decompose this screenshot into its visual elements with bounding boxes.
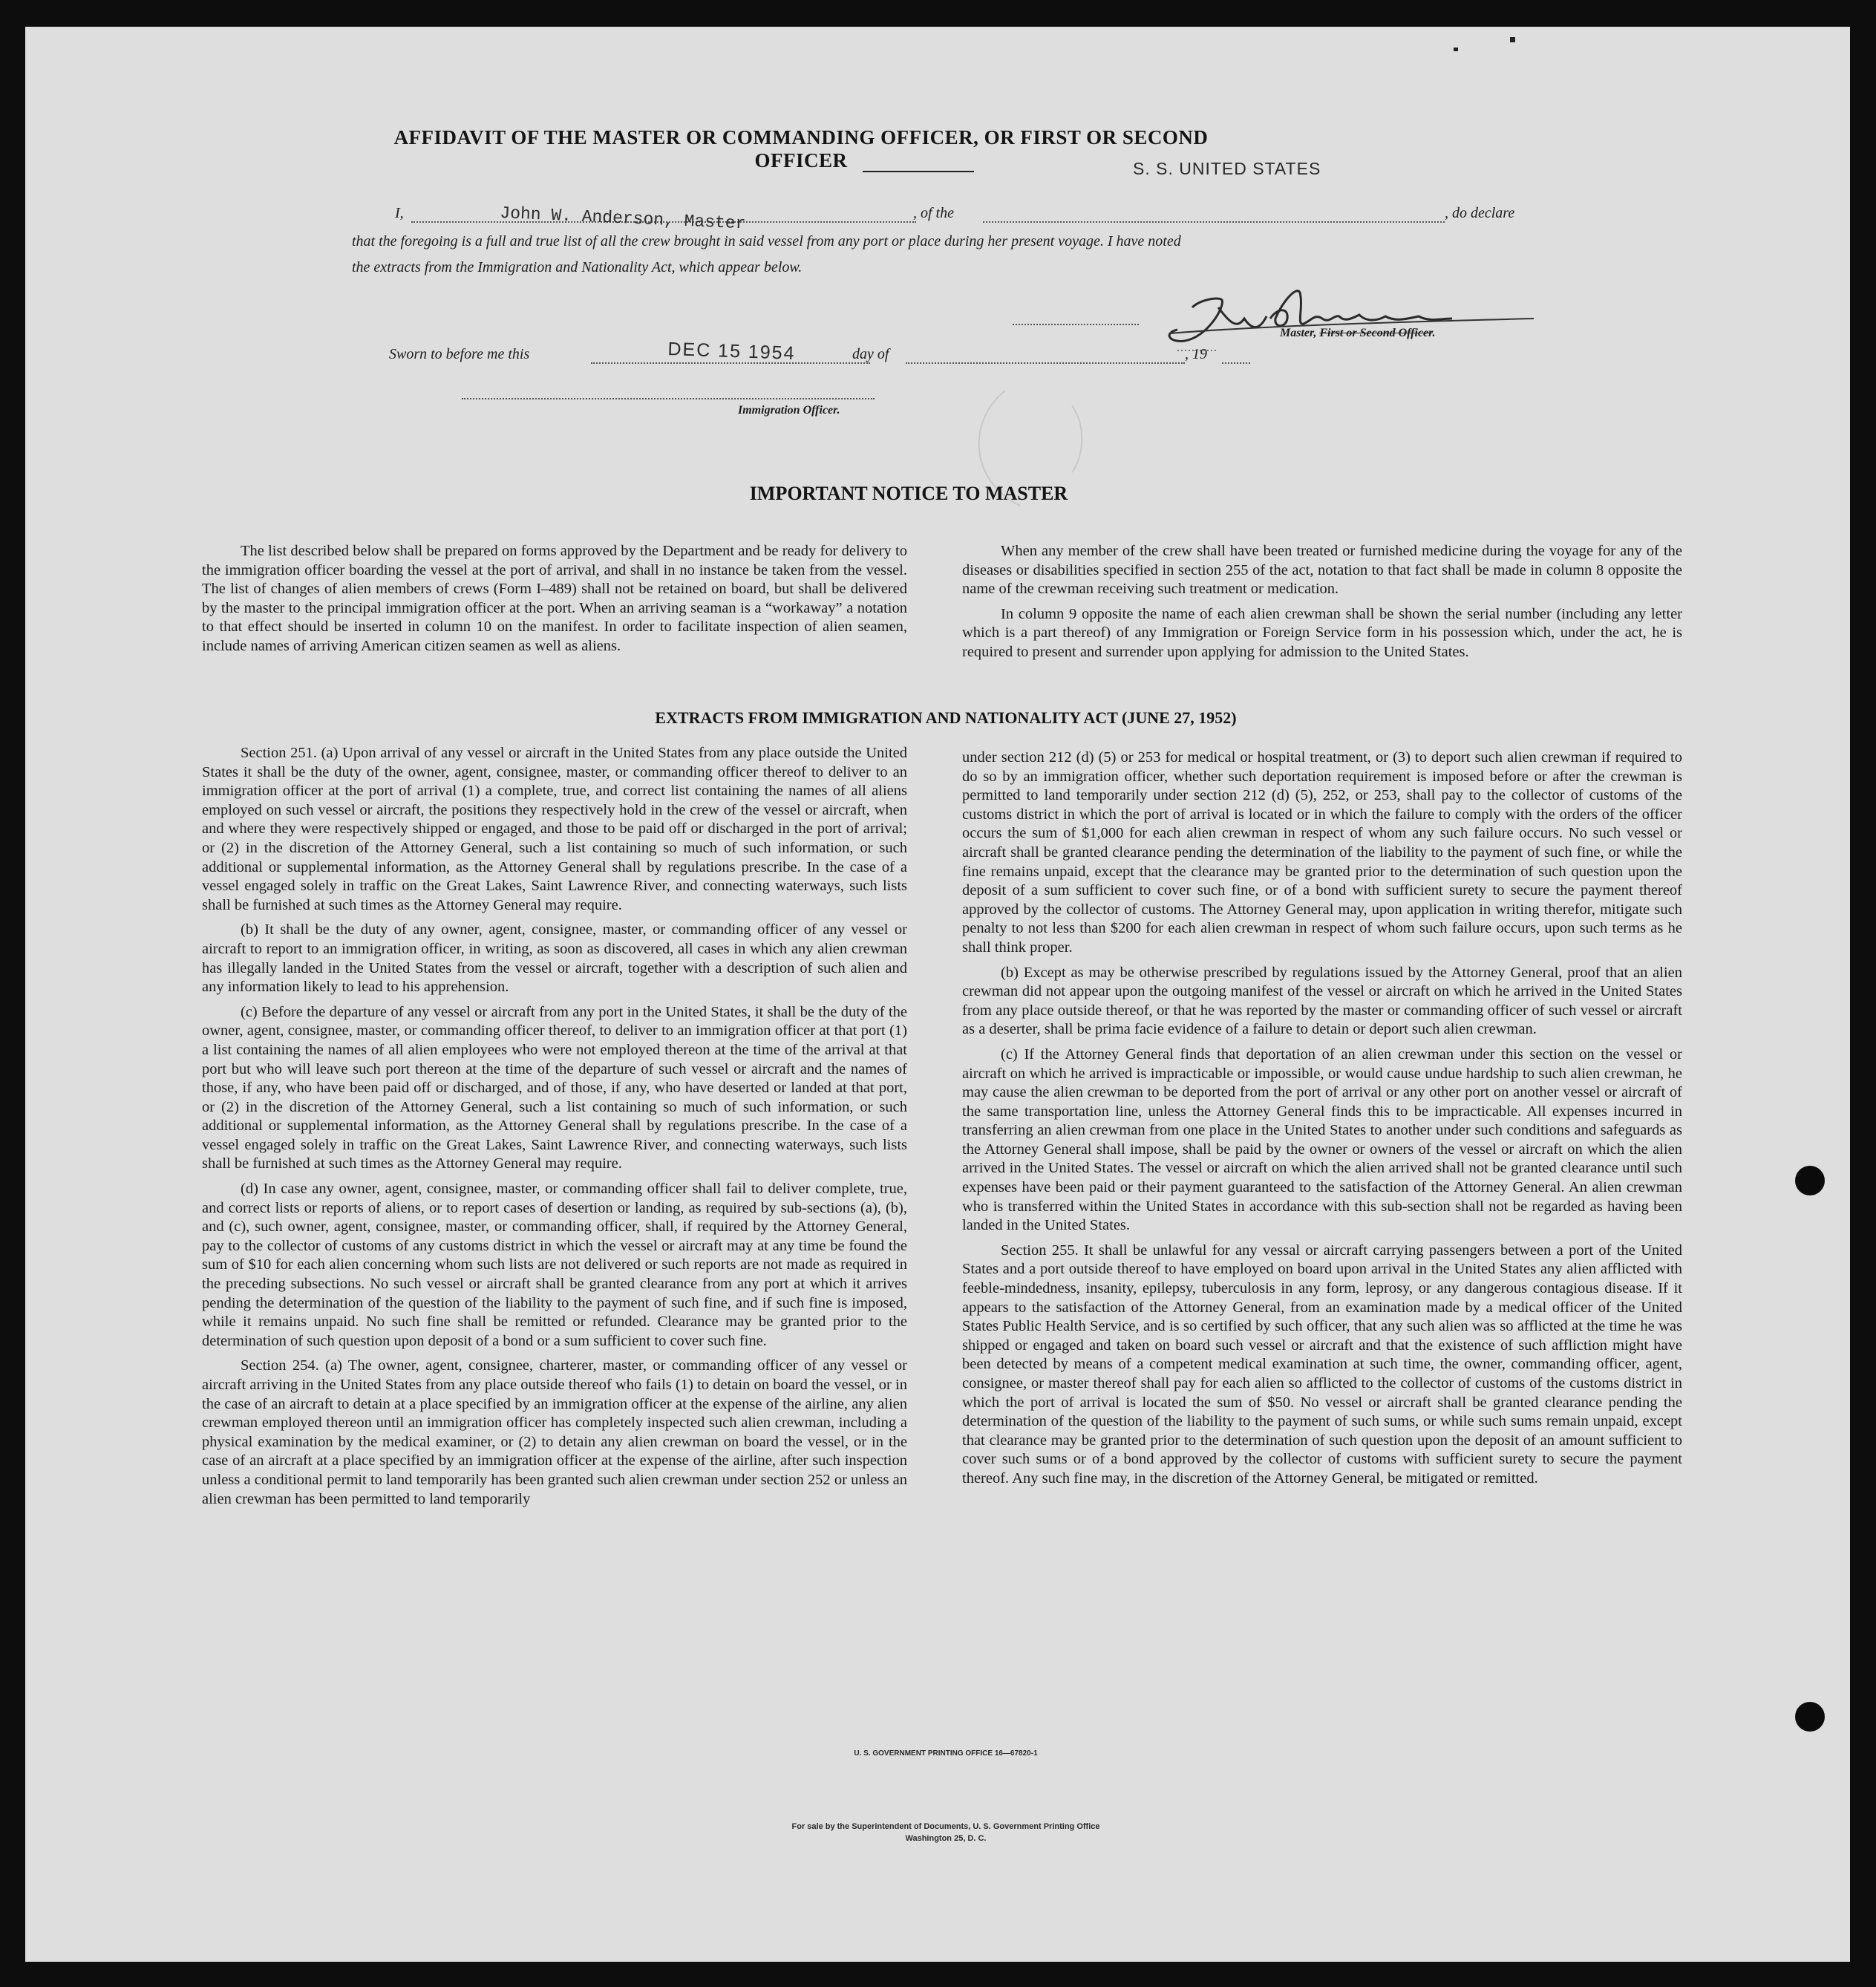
sworn-label: Sworn to before me this [389,346,530,362]
master-name-typed: John W. Anderson, Master [499,203,746,234]
section-254-a: Section 254. (a) The owner, agent, consignee, charterer, master, or commanding officer of any vessel or aircraft arriving in the United States from any place outside thereof who fails (1) to detain on board the vessel, or in the case of an aircraft to detain at a place specified by an immigration officer at the expense of the airline, any alien crewman employed thereon until an immigration officer has completely inspected such alien crewman, including a physical examination by the medical examiner, or (2) to detain any alien crewman on board the vessel, or in the case of an aircraft at a place specified by an immigration officer at the expense of the airline, after such inspection unless a conditional permit to land temporarily has been granted such alien crewman under section 252 or unless an alien crewman has been permitted to land temporarily [202,1357,907,1507]
signer-caption-struck: First or Second Officer [1319,327,1433,339]
notice-right-paragraph-2: In column 9 opposite the name of each alien crewman shall be shown the serial number (including any letter which is a part thereof) of any Immigration or Foreign Service form in his possession which, under the act, he is required to present and surrender upon applying for admission to the United States. [962,605,1682,660]
affidavit-title: AFFIDAVIT OF THE MASTER OR COMMANDING OFFICER, OR FIRST OR SECOND OFFICER [393,126,1209,172]
notice-left-paragraph: The list described below shall be prepared on forms approved by the Department and be ready for delivery to the immigration officer boarding the vessel at the port of arrival, and shall in no instance be taken from the vessel. The list of changes of alien members of crews (Form I–489) shall not be retained on board, but shall be delivered by the master to the principal immigration officer at the port. When an arriving seaman is a “workaway” a notation to that effect should be inserted in column 10 on the manifest. In order to facilitate inspection of alien seamen, include names of arriving American citizen seamen as well as aliens. [202,543,907,654]
section-254-b: (b) Except as may be otherwise prescribed by regulations issued by the Attorney General, proof that an alien crewman did not appear upon the outgoing manifest of the vessel or aircraft on which he arrived in the United States from any place outside thereof, or that he was reported by the master or commanding officer of such vessel or aircraft as a deserter, shall be prima facie evidence of a failure to detain or deport such alien crewman. [962,964,1682,1038]
officer-caption: Immigration Officer. [738,404,840,417]
punch-hole-lower [1795,1702,1825,1732]
signature-fill-line [1013,324,1139,325]
notice-left-column [202,542,907,662]
do-declare-label: , do declare [1445,205,1515,221]
sale-notice-line-1: For sale by the Superintendent of Documents, U. S. Government Printing Office [791,1822,1100,1831]
vessel-stamp: S. S. UNITED STATES [1133,159,1321,178]
sworn-date-fill-line [591,362,870,364]
section-251-c: (c) Before the departure of any vessel or aircraft from any port in the United States, it shall be the duty of the owner, agent, consignee, master, or commanding officer thereof, to deliver to an immigration officer at that port (1) a list containing the names of all alien employees who were not employed thereon at the time of the arrival at that port but who will leave such port thereon at the time of the departure of such vessel or aircraft and the names of those, if any, who have been paid off or discharged, and of those, if any, who have deserted or landed at that port, or (2) in the discretion of the Attorney General, such a list containing so much of such information, or such additional or supplemental information, as the Attorney General shall by regulations prescribe. In the case of a vessel engaged solely in traffic on the Great Lakes, Saint Lawrence River, and connecting waterways, such lists shall be furnished at such times as the Attorney General may require. [202,1003,907,1172]
year-label: , 19 [1185,346,1207,362]
year-fill-line [1222,362,1250,364]
notice-right-paragraph-1: When any member of the crew shall have been treated or furnished medicine during the voyage for any of the diseases or disabilities specified in section 255 of the act, notation to that fact shall be made in column 8 opposite the name of the crewman receiving such treatment or medication. [962,543,1682,598]
section-254-c: (c) If the Attorney General finds that deportation of an alien crewman under this section on the vessel or aircraft on which he arrived is impracticable or impossible, or would cause undue hardship to such alien crewman, he may cause the alien crewman to be deported from the port of arrival or any other port on another vessel or aircraft of the same transportation line, unless the Attorney General finds this to be impracticable. All expenses incurred in transferring an alien crewman from one place in the United States to another under such conditions and safeguards as the Attorney General shall impose, shall be paid by the owner or owners of the vessel or aircraft on which the alien arrived in the United States. The vessel or aircraft on which the alien arrived shall not be granted clearance until such expenses have been paid or their payment guaranteed to the satisfaction of the Attorney General. An alien crewman who is transferred within the United States in accordance with this sub-section shall not be regarded as having been landed in the United States. [962,1045,1682,1234]
sworn-date-stamp: DEC 15 1954 [667,339,797,364]
speck-mark [1454,48,1458,51]
notice-right-column [962,542,1682,668]
document-page [25,27,1850,1962]
section-251-d: (d) In case any owner, agent, consignee, master, or commanding officer shall fail to deliver complete, true, and correct lists or reports of aliens, or to report cases of desertion or landing, as required by sub-sections (a), (b), and (c), such owner, agent, consignee, master, or commanding officer, shall, if required by the Attorney General, pay to the collector of customs of any customs district in which the vessel or aircraft may at any time be found the sum of $10 for each alien concerning whom such lists are not delivered or such reports are not made as required in the preceding subsections. No such vessel or aircraft shall be granted clearance from any port at which it arrives pending the determination of the question of the liability to the payment of such fine, and if such fine is imposed, while it remains unpaid. No such fine shall be remitted or refunded. Clearance may be granted prior to the determination of such question upon deposit of a bond or a sum sufficient to cover such fine. [202,1181,907,1349]
sale-notice-line-2: Washington 25, D. C. [905,1834,987,1843]
speck-mark [1510,37,1515,42]
title-rule [863,171,974,172]
day-of-label: day of [852,346,889,362]
notice-heading: IMPORTANT NOTICE TO MASTER [749,483,1068,504]
affidavit-line-3: the extracts from the Immigration and Nationality Act, which appear below. [352,259,803,275]
extracts-right-column [962,748,1682,1495]
section-254-a-continued: under section 212 (d) (5) or 253 for medical or hospital treatment, or (3) to deport such alien crewman if required to do so by an immigration officer, whether such deportation requirement is imposed before or after the crewman is permitted to land temporarily under section 212 (d) (5), 252, or 253, shall pay to the collector of customs of the customs district in which the port of arrival is located or in which the failure to comply with the orders of the officer occurs the sum of $1,000 for each alien crewman in respect of whom any such failure occurs. No such vessel or aircraft shall be granted clearance pending the determination of the liability to the payment of such fine, or while the fine remains unpaid, except that the clearance may be granted prior to the determination of such question upon the deposit of a sum sufficient to cover such fine, or of a bond with sufficient surety to secure the payment thereof approved by the collector of customs. The Attorney General may, upon application in writing therefor, mitigate such penalty to not less than $200 for each alien crewman in respect of whom such failure occurs, upon such terms as he shall think proper. [962,749,1682,956]
signer-caption [1280,327,1436,340]
printing-office-imprint: U. S. GOVERNMENT PRINTING OFFICE 16—67820-1 [854,1749,1038,1758]
officer-fill-line [462,398,875,399]
extracts-left-column [202,744,907,1515]
signer-caption-master: Master, [1280,327,1320,339]
of-the-label: , of the [913,205,954,221]
section-251-b: (b) It shall be the duty of any owner, agent, consignee, master, or commanding officer of any vessel or aircraft to report to an immigration officer, in writing, as soon as discovered, all cases in which any alien crewman has illegally landed in the United States from the vessel or aircraft, together with a description of such alien and any information likely to lead to his apprehension. [202,921,907,996]
vessel-fill-line [983,221,1445,223]
master-signature [1148,278,1556,367]
section-251-a: Section 251. (a) Upon arrival of any vessel or aircraft in the United States from any place outside the United States it shall be the duty of the owner, agent, consignee, master, or commanding officer thereof to deliver to an immigration officer at the port of arrival (1) a complete, true, and correct list containing the names of all aliens employed on such vessel or aircraft, the positions they respectively hold in the crew of the vessel or aircraft, when and where they were respectively shipped or engaged, and those to be paid off or discharged in the port of arrival; or (2) in the discretion of the Attorney General, such a list containing so much of such information, or such additional or supplemental information, as the Attorney General shall by regulations prescribe. In the case of a vessel engaged solely in traffic on the Great Lakes, Saint Lawrence River, and connecting waterways, such lists shall be furnished at such times as the Attorney General may require. [202,745,907,913]
affidavit-line-2: that the foregoing is a full and true list of all the crew brought in said vessel from any port or place during her present voyage. I have noted [352,233,1181,249]
affidavit-lead: I, [395,205,404,221]
punch-hole-upper [1795,1166,1825,1195]
month-fill-line [906,362,1185,364]
signer-caption-end: . [1432,327,1436,339]
extracts-heading: EXTRACTS FROM IMMIGRATION AND NATIONALITY ACT (JUNE 27, 1952) [655,708,1237,727]
section-255: Section 255. It shall be unlawful for any vessal or aircraft carrying passengers between a port of the United States and a port outside thereof to have employed on board upon arrival in the United States any alien afflicted with feeble-mindedness, insanity, epilepsy, tuberculosis in any form, leprosy, or any dangerous contagious disease. If it appears to the satisfaction of the Attorney General, from an examination made by a medical officer of the United States Public Health Service, and is so certified by such officer, that any such alien was so afflicted at the time he was shipped or engaged and taken on board such vessel or aircraft and that the existence of such affliction might have been detected by means of a competent medical examination at such time, the owner, commanding officer, agent, consignee, or master thereof shall pay for each alien so afflicted to the collector of customs of the customs district in which the port of arrival is located the sum of $50. No vessel or aircraft shall be granted clearance pending the determination of the question of the liability to the payment of such sums, or while such sums remain unpaid, except that clearance may be granted prior to the determination of such question upon the deposit of an amount sufficient to cover such sums or of a bond approved by the collector of customs with sufficient surety to secure the payment thereof. Any such fine may, in the discretion of the Attorney General, be mitigated or remitted. [962,1242,1682,1487]
